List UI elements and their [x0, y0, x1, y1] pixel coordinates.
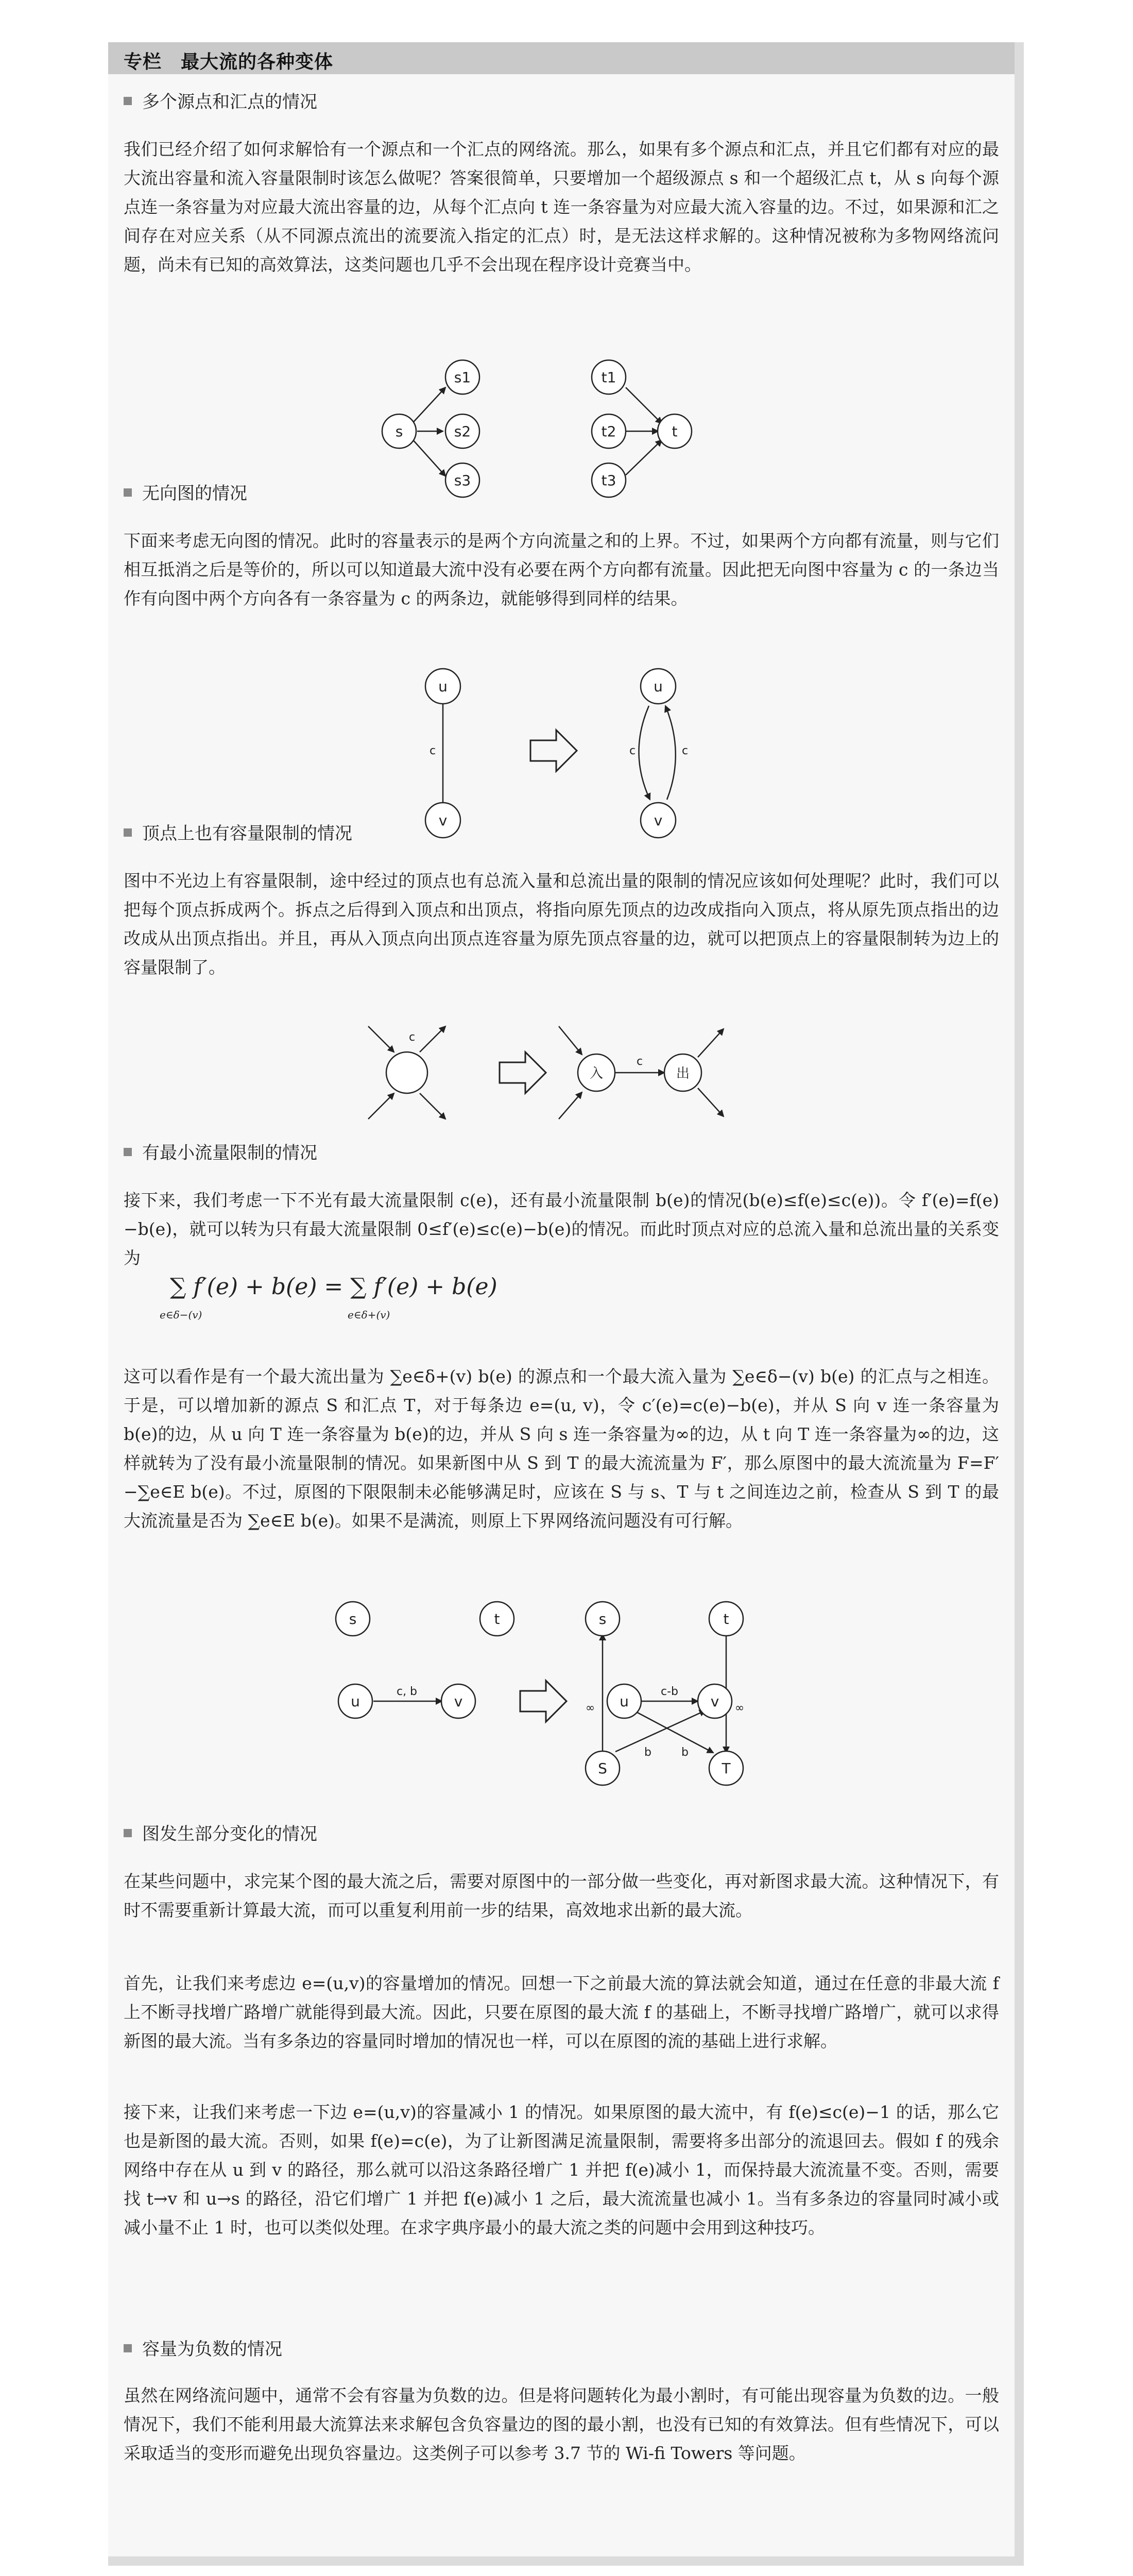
node-t: t [723, 1611, 729, 1628]
formula-subscript-left: e∈δ−(v) [160, 1309, 202, 1321]
formula-subscript-right: e∈δ+(v) [348, 1309, 390, 1321]
section-title-min-flow: 有最小流量限制的情况 [124, 1139, 317, 1164]
node-t1: t1 [601, 369, 616, 386]
edge-label-b: b [681, 1746, 689, 1759]
square-bullet-icon [124, 1829, 132, 1837]
edge-label-infinity: ∞ [585, 1702, 595, 1715]
paragraph: 首先，让我们来考虑边 e=(u,v)的容量增加的情况。回想一下之前最大流的算法就会知道，通过在任意的非最大流 f 上不断寻找增广路增广就能得到最大流。因此，只要在原图的最大流 f 的基础上，不断寻找增广路增广，就可以求得新图的最大流。当有多条边的容量同时增加的情况也一样，可以在原图的流的基础上进行求解。 [124, 1973, 999, 2051]
paragraph: 图中不光边上有容量限制，途中经过的顶点也有总流入量和总流出量的限制的情况应该如何处理呢？此时，我们可以把每个顶点拆成两个。拆点之后得到入顶点和出顶点，将指向原先顶点的边改成指向入顶点，将从原先顶点指出的边改成从出顶点指出。并且，再从入顶点向出顶点连容量为原先顶点容量的边，就可以把顶点上的容量限制转为边上的容量限制了。 [124, 871, 999, 977]
node-s: s [395, 423, 403, 440]
section-title-negative-capacity: 容量为负数的情况 [124, 2335, 282, 2360]
square-bullet-icon [124, 97, 132, 105]
node-u: u [351, 1693, 360, 1710]
node-t: t [672, 423, 678, 440]
node-super-sink-T: T [722, 1760, 731, 1777]
node-s1: s1 [454, 369, 471, 386]
node-t: t [494, 1611, 500, 1628]
figure-vertex-split [108, 1011, 1015, 1140]
paragraph: 接下来，让我们来考虑一下边 e=(u,v)的容量减小 1 的情况。如果原图的最大流中，有 f(e)≤c(e)−1 的话，那么它也是新图的最大流。否则，如果 f(e)=c(e)，为了让新图满足流量限制，需要将多出部分的流退回去。假如 f 的残余网络中存在从 u 到 v 的路径，那么就可以沿这条路径增广 1 并把 f(e)减小 1，而保持最大流流量不变。否则，需要找 t→v 和 u→s 的路径，沿它们增广 1 并把 f(e)减小 1 之后，最大流流量也减小 1。当有多条边的容量同时减小或减小量不止 1 时，也可以类似处理。在求字典序最小的最大流之类的问题中会用到这种技巧。 [124, 2102, 999, 2238]
edge-label-c: c [408, 1031, 416, 1044]
node-u: u [620, 1693, 629, 1710]
square-bullet-icon [124, 828, 132, 837]
paragraph: 我们已经介绍了如何求解恰有一个源点和一个汇点的网络流。那么，如果有多个源点和汇点，并且它们都有对应的最大流出容量和流入容量限制时该怎么做呢？答案很简单，只要增加一个超级源点 s 和一个超级汇点 t，从 s 向每个源点连一条容量为对应最大流出容量的边，从每个汇点向 t 连一条容量为对应最大流入容量的边。不过，如果源和汇之间存在对应关系（从不同源点流出的流要流入指定的汇点）时，是无法这样求解的。这种情况被称为多物网络流问题，尚未有已知的高效算法，这类问题也几乎不会出现在程序设计竞赛当中。 [124, 139, 999, 275]
node-t2: t2 [601, 423, 616, 440]
node-in: 入 [589, 1066, 604, 1081]
paragraph: 虽然在网络流问题中，通常不会有容量为负数的边。但是将问题转化为最小割时，有可能出现容量为负数的边。一般情况下，我们不能利用最大流算法来求解包含负容量边的图的最小割，也没有已知的有效算法。但有些情况下，可以采取适当的变形而避免出现负容量边。这类例子可以参考 3.7 节的 Wi-fi Towers 等问题。 [124, 2385, 999, 2463]
figure-multi-source [108, 310, 1015, 489]
section-title-partial-change: 图发生部分变化的情况 [124, 1820, 317, 1845]
formula-flow-balance: ∑ f′(e) + b(e) = ∑ f′(e) + b(e) [170, 1274, 497, 1300]
node-s2: s2 [454, 423, 471, 440]
node-v: v [710, 1693, 719, 1710]
paragraph: 接下来，我们考虑一下不光有最大流量限制 c(e)，还有最小流量限制 b(e)的情况(b(e)≤f(e)≤c(e))。令 f′(e)=f(e)−b(e)，就可以转为只有最大流量限制 0≤f′(e)≤c(e)−b(e)的情况。而此时顶点对应的总流入量和总流出量的关系变为 [124, 1190, 999, 1268]
edge-label-b: b [644, 1746, 651, 1759]
node-t3: t3 [601, 472, 616, 489]
paragraph: 这可以看作是有一个最大流出量为 ∑e∈δ+(v) b(e) 的源点和一个最大流入量为 ∑e∈δ−(v) b(e) 的汇点与之相连。于是，可以增加新的源点 S 和汇点 T，对于每条边 e=(u, v)，令 c′(e)=c(e)−b(e)，并从 S 向 v 连一条容量为 b(e)的边，从 u 向 T 连一条容量为 b(e)的边，并从 S 向 s 连一条容量为∞的边，从 t 向 T 连一条容量为∞的边，这样就转为了没有最小流量限制的情况。如果新图中从 S 到 T 的最大流流量为 F′，那么原图中的最大流流量为 F=F′−∑e∈E b(e)。不过，原图的下限限制未必能够满足时，应该在 S 与 s、T 与 t 之间连边之前，检查从 S 到 T 的最大流流量是否为 ∑e∈E b(e)。如果不是满流，则原上下界网络流问题没有可行解。 [124, 1366, 999, 1531]
header-title: 专栏 最大流的各种变体 [124, 52, 334, 73]
edge-label-c-minus-b: c-b [661, 1685, 678, 1698]
section-title-vertex-capacity: 顶点上也有容量限制的情况 [124, 819, 352, 844]
node-v: v [654, 812, 663, 829]
paragraph: 在某些问题中，求完某个图的最大流之后，需要对原图中的一部分做一些变化，再对新图求最大流。这种情况下，有时不需要重新计算最大流，而可以重复利用前一步的结果，高效地求出新的最大流。 [124, 1871, 999, 1920]
node-u: u [438, 678, 448, 695]
square-bullet-icon [124, 488, 132, 497]
edge-label-c: c [681, 744, 689, 757]
header-bar [108, 42, 1015, 74]
section-title-undirected: 无向图的情况 [124, 479, 247, 504]
sidebar-box [108, 42, 1024, 2566]
edge-label-c: c [429, 744, 436, 757]
edge-label-infinity: ∞ [734, 1702, 745, 1715]
node-v: v [438, 812, 448, 829]
node-v: v [454, 1693, 463, 1710]
edge-label-c: c [636, 1055, 643, 1068]
node-s: s [349, 1611, 357, 1628]
square-bullet-icon [124, 2344, 132, 2352]
node-out: 出 [676, 1066, 690, 1081]
edge-label-c: c [629, 744, 636, 757]
node-u: u [654, 678, 663, 695]
node-s3: s3 [454, 472, 471, 489]
paragraph: 下面来考虑无向图的情况。此时的容量表示的是两个方向流量之和的上界。不过，如果两个方向都有流量，则与它们相互抵消之后是等价的，所以可以知道最大流中没有必要在两个方向都有流量。因此把无向图中容量为 c 的一条边当作有向图中两个方向各有一条容量为 c 的两条边，就能够得到同样的结果。 [124, 531, 999, 608]
square-bullet-icon [124, 1148, 132, 1156]
node-s: s [598, 1611, 607, 1628]
figure-lower-bound [108, 1598, 1015, 1804]
edge-label-c-b: c, b [396, 1685, 418, 1698]
node-super-source-S: S [598, 1760, 607, 1777]
section-title-multi-source: 多个源点和汇点的情况 [124, 88, 317, 113]
